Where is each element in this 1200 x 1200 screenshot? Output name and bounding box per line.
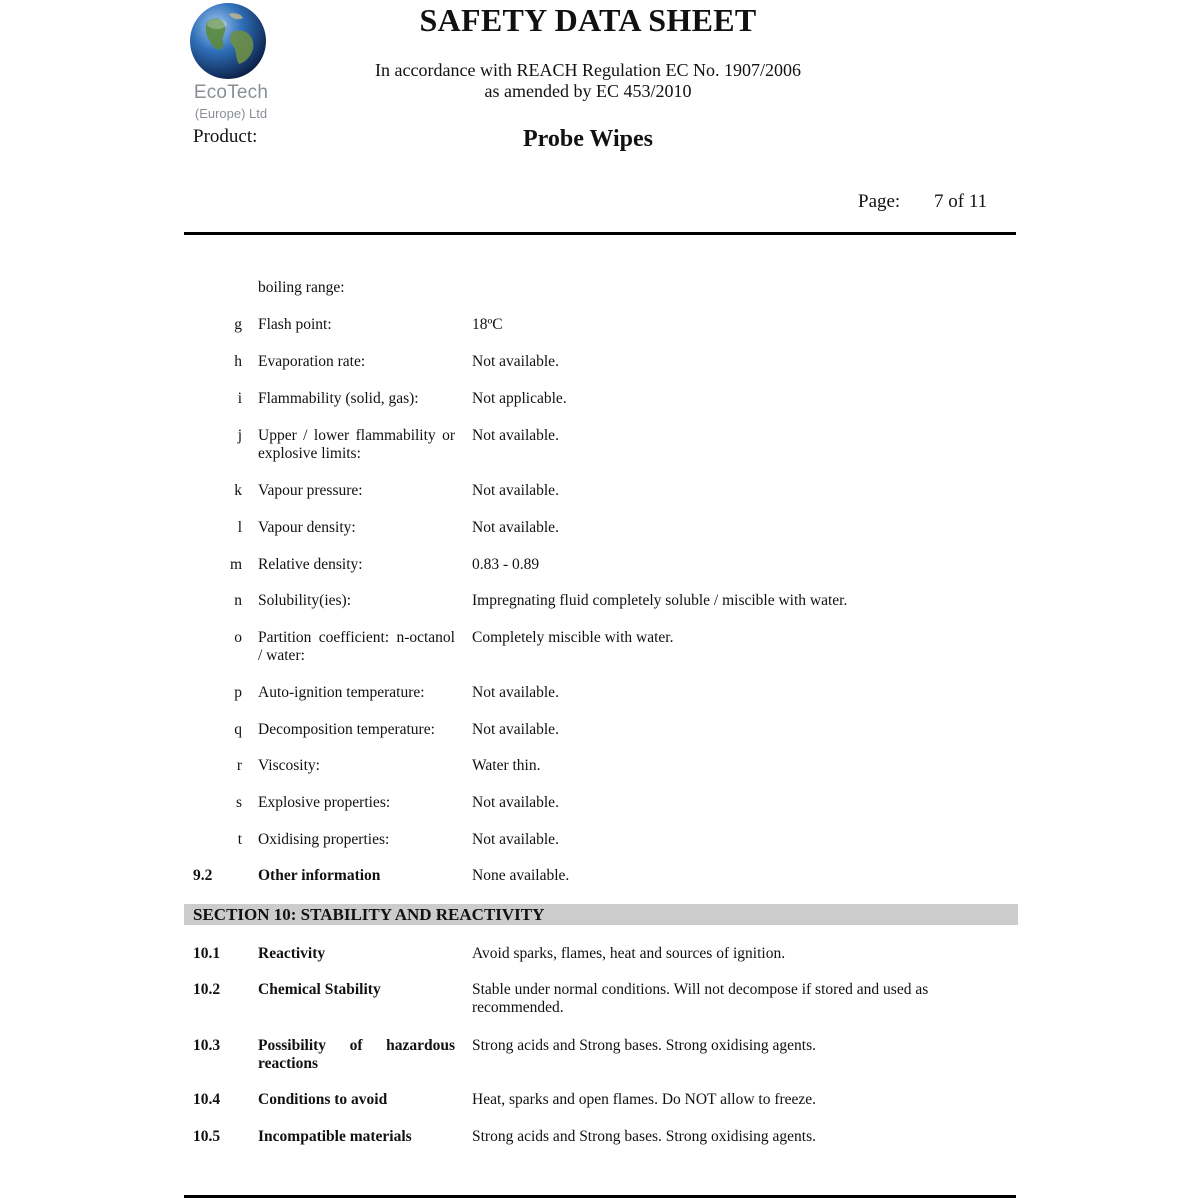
property-letter: m — [229, 556, 242, 573]
page-number: 7 of 11 — [934, 191, 988, 212]
subsection-label: Incompatible materials — [258, 1128, 412, 1145]
subsection-label: Conditions to avoid — [258, 1091, 388, 1108]
property-value: Not available. — [472, 519, 559, 536]
property-value: Not available. — [472, 482, 559, 499]
property-label: Upper / lower flammability or explosive limits: — [258, 427, 455, 462]
subsection-value: Heat, sparks and open flames. Do NOT allow to freeze. — [472, 1091, 817, 1108]
property-value: Not available. — [472, 794, 559, 811]
subsection-number: 9.2 — [193, 867, 213, 884]
subsection-value: Strong acids and Strong bases. Strong oxidising agents. — [472, 1037, 816, 1054]
property-label: Evaporation rate: — [258, 353, 366, 370]
property-label: Solubility(ies): — [258, 592, 351, 609]
property-value: Not available. — [472, 427, 559, 444]
property-label: boiling range: — [258, 279, 345, 296]
subsection-value: Stable under normal conditions. Will not decompose if stored and used as recommended. — [472, 981, 929, 1016]
subsection-number: 10.2 — [193, 981, 221, 998]
property-label: Decomposition temperature: — [258, 721, 435, 738]
subsection-number: 10.1 — [193, 945, 221, 962]
regulation-line-2: as amended by EC 453/2010 — [484, 81, 692, 101]
property-letter: p — [234, 684, 242, 701]
property-letter: q — [234, 721, 242, 738]
subsection-value: Avoid sparks, flames, heat and sources of ignition. — [472, 945, 786, 962]
property-letter: o — [234, 629, 242, 646]
property-value: Not available. — [472, 684, 559, 701]
property-value: 18ºC — [472, 316, 503, 333]
property-value: 0.83 - 0.89 — [472, 556, 540, 573]
subsection-number: 10.5 — [193, 1128, 221, 1145]
document-title: SAFETY DATA SHEET — [419, 2, 757, 38]
logo-company-name: EcoTech — [193, 82, 269, 103]
globe-icon — [189, 2, 267, 80]
header-divider — [184, 232, 1016, 235]
property-label: Partition coefficient: n-octanol / water: — [258, 629, 455, 664]
subsection-label: Reactivity — [258, 945, 326, 962]
property-value: Impregnating fluid completely soluble / miscible with water. — [472, 592, 848, 609]
ecotech-logo — [183, 2, 275, 124]
subsection-label: Chemical Stability — [258, 981, 381, 998]
subsection-label: Other information — [258, 867, 381, 884]
property-value: Not available. — [472, 721, 559, 738]
property-label: Auto-ignition temperature: — [258, 684, 425, 701]
property-value: Not available. — [472, 353, 559, 370]
property-value: Not available. — [472, 831, 559, 848]
property-label: Explosive properties: — [258, 794, 391, 811]
property-value: Completely miscible with water. — [472, 629, 674, 646]
property-letter: k — [234, 482, 242, 499]
property-letter: j — [237, 427, 242, 444]
logo-company-subtitle: (Europe) Ltd — [194, 106, 268, 121]
subsection-value: Strong acids and Strong bases. Strong oxidising agents. — [472, 1128, 816, 1145]
property-letter: i — [237, 390, 242, 407]
property-value: Not applicable. — [472, 390, 567, 407]
subsection-label: Possibility of hazardous reactions — [258, 1037, 455, 1072]
section-10-heading: SECTION 10: STABILITY AND REACTIVITY — [193, 905, 545, 924]
property-label: Relative density: — [258, 556, 363, 573]
regulation-line-1: In accordance with REACH Regulation EC No. 1907/2006 — [375, 60, 801, 80]
footer-divider — [184, 1195, 1016, 1198]
property-value: Water thin. — [472, 757, 541, 774]
property-letter: r — [236, 757, 242, 774]
property-letter: s — [235, 794, 242, 811]
subsection-value: None available. — [472, 867, 570, 884]
product-name: Probe Wipes — [522, 126, 654, 152]
page-label: Page: — [858, 191, 901, 212]
property-label: Flash point: — [258, 316, 332, 333]
property-label: Vapour pressure: — [258, 482, 363, 499]
subsection-number: 10.4 — [193, 1091, 221, 1108]
product-label: Product: — [193, 126, 258, 147]
property-label: Viscosity: — [258, 757, 320, 774]
property-label: Flammability (solid, gas): — [258, 390, 419, 407]
subsection-number: 10.3 — [193, 1037, 221, 1054]
property-letter: t — [237, 831, 242, 848]
property-label: Vapour density: — [258, 519, 356, 536]
property-letter: n — [234, 592, 242, 609]
section-10-heading-bar — [184, 904, 1018, 925]
property-label: Oxidising properties: — [258, 831, 390, 848]
property-letter: l — [237, 519, 242, 536]
property-letter: g — [234, 316, 242, 333]
property-letter: h — [234, 353, 242, 370]
